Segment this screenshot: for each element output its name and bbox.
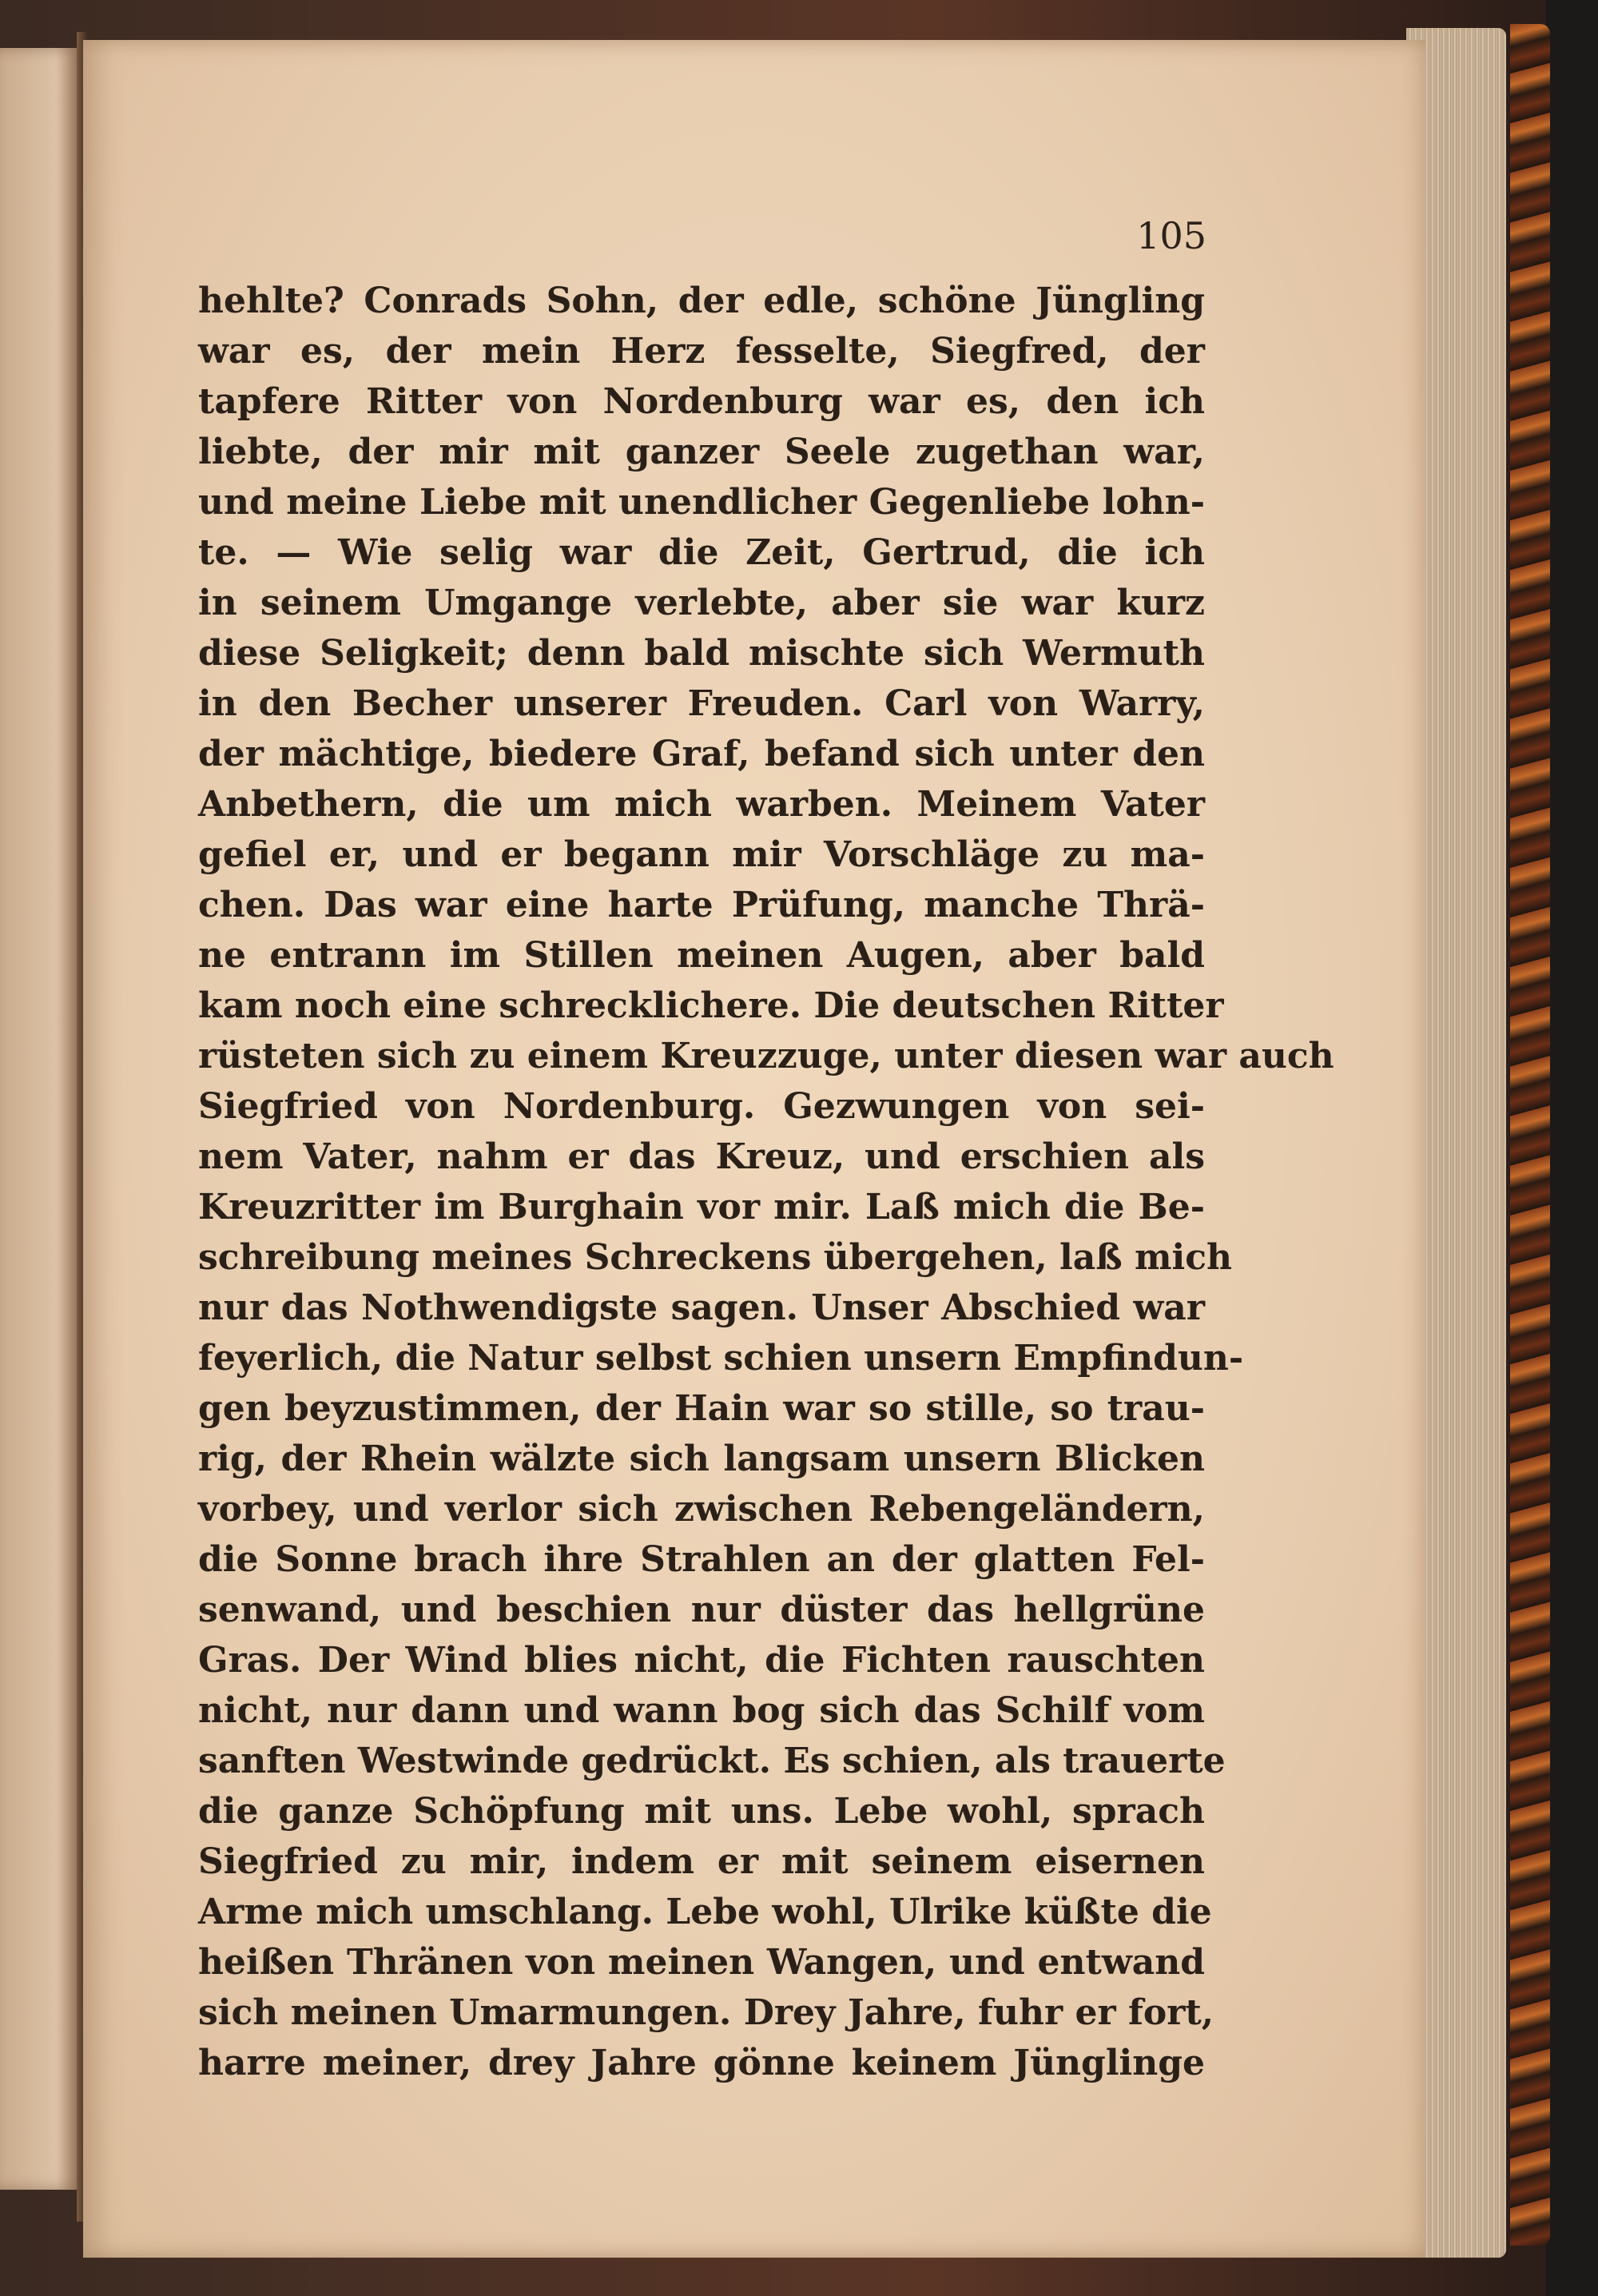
text-line: gen beyzustimmen, der Hain war so stille, so trau- [198,1388,1205,1429]
text-line: der mächtige, biedere Graf, befand sich unter den [198,734,1205,774]
text-line: hehlte? Conrads Sohn, der edle, schöne Jüngling [198,281,1205,321]
page-number: 105 [1136,214,1206,257]
text-line: tapfere Ritter von Nordenburg war es, den ich [198,381,1205,422]
text-line: harre meiner, drey Jahre gönne keinem Jünglinge [198,2043,1205,2083]
text-line: gefiel er, und er begann mir Vorschläge zu ma- [198,834,1205,875]
text-line: Kreuzritter im Burghain vor mir. Laß mich die Be- [198,1187,1205,1228]
text-line: chen. Das war eine harte Prüfung, manche Thrä- [198,885,1205,925]
text-line: Arme mich umschlang. Lebe wohl, Ulrike küßte die [198,1892,1212,1932]
text-line: diese Seligkeit; denn bald mischte sich Wermuth [198,633,1205,674]
text-line: senwand, und beschien nur düster das hellgrüne [198,1590,1205,1630]
text-line: die ganze Schöpfung mit uns. Lebe wohl, sprach [198,1791,1205,1832]
text-line: war es, der mein Herz fesselte, Siegfred, der [198,331,1205,372]
text-line: heißen Thränen von meinen Wangen, und entwand [198,1942,1205,1983]
text-line: Siegfried von Nordenburg. Gezwungen von sei- [198,1086,1205,1127]
text-line: in den Becher unserer Freuden. Carl von Warry, [198,683,1205,724]
text-line: Siegfried zu mir, indem er mit seinem eisernen [198,1841,1205,1882]
body-text [198,276,1334,2088]
text-line: vorbey, und verlor sich zwischen Rebengeländern, [198,1489,1205,1530]
text-line: kam noch eine schrecklichere. Die deutschen Ritter [198,985,1224,1026]
left-page-edge [0,48,80,2190]
text-line: schreibung meines Schreckens übergehen, laß mich [198,1237,1233,1278]
text-line: rig, der Rhein wälzte sich langsam unsern Blicken [198,1438,1205,1479]
text-line: te. — Wie selig war die Zeit, Gertrud, die ich [198,532,1205,573]
marbled-cover-edge [1510,24,1550,2246]
text-line: und meine Liebe mit unendlicher Gegenliebe lohn- [198,482,1205,523]
text-line: nicht, nur dann und wann bog sich das Schilf vom [198,1690,1205,1731]
text-line: rüsteten sich zu einem Kreuzzuge, unter diesen war auch [198,1036,1334,1076]
text-line: nem Vater, nahm er das Kreuz, und erschien als [198,1136,1205,1177]
text-line: Gras. Der Wind blies nicht, die Fichten rauschten [198,1640,1205,1681]
text-line: nur das Nothwendigste sagen. Unser Abschied war [198,1287,1205,1328]
text-line: sich meinen Umarmungen. Drey Jahre, fuhr er fort, [198,1992,1214,2033]
text-line: feyerlich, die Natur selbst schien unsern Empfindun- [198,1338,1244,1379]
text-line: Anbethern, die um mich warben. Meinem Vater [198,784,1205,825]
text-line: ne entrann im Stillen meinen Augen, aber bald [198,935,1205,976]
text-line: sanften Westwinde gedrückt. Es schien, als trauerte [198,1741,1226,1781]
text-line: in seinem Umgange verlebte, aber sie war kurz [198,583,1205,623]
text-line: die Sonne brach ihre Strahlen an der glatten Fel- [198,1539,1205,1580]
text-line: liebte, der mir mit ganzer Seele zugethan war, [198,432,1205,472]
